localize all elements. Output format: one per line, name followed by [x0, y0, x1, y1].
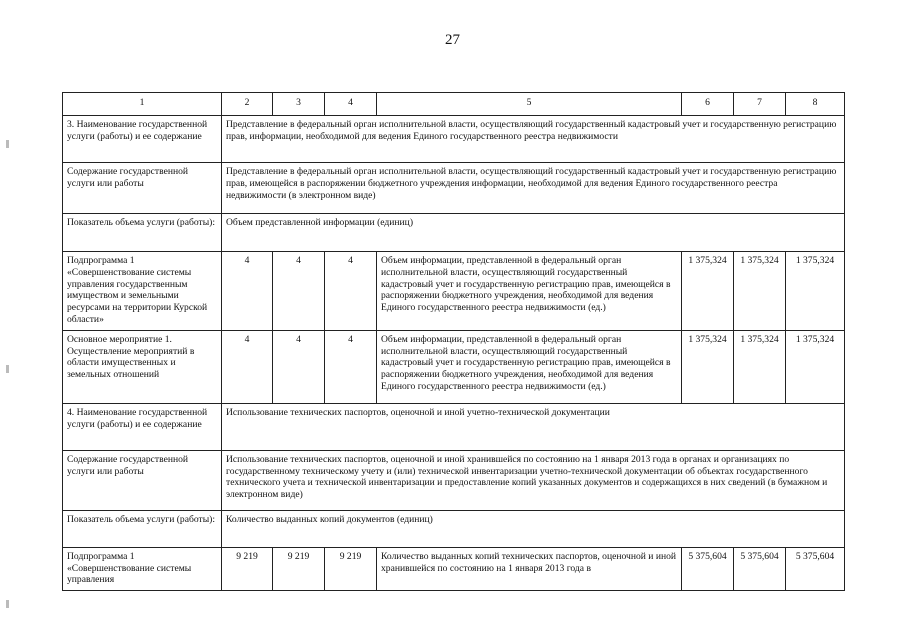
value-cell: 9 219	[273, 547, 325, 590]
value-cell: 5 375,604	[734, 547, 786, 590]
column-header: 6	[682, 93, 734, 116]
services-table	[62, 92, 845, 591]
table-row	[63, 547, 845, 590]
column-header: 3	[273, 93, 325, 116]
page-number: 27	[445, 32, 460, 48]
row-label: 4. Наименование государственной услуги (работы) и ее содержание	[63, 403, 222, 450]
row-label: Содержание государственной услуги или работы	[63, 163, 222, 214]
table-row	[63, 510, 845, 547]
row-description: Объем представленной информации (единиц)	[222, 214, 845, 252]
value-cell: 1 375,324	[786, 330, 845, 403]
scan-edge-mark	[6, 600, 9, 608]
scan-edge-mark	[6, 140, 9, 148]
value-cell: 9 219	[325, 547, 377, 590]
row-label: Показатель объема услуги (работы):	[63, 510, 222, 547]
value-cell: 9 219	[222, 547, 273, 590]
row-description: Использование технических паспортов, оценочной и иной хранившейся по состоянию на 1 января 2013 года в органах и организациях по государственному техническому учету и (или) технической инвентаризации учетно-технической документации об объектах государственного технического учета и технической инвентаризации и предоставление копий указанных документов и содержащихся в них сведений (в бумажном и электронном виде)	[222, 450, 845, 510]
indicator-description: Объем информации, представленной в федеральный орган исполнительной власти, осуществляющий государственный кадастровый учет и государственную регистрацию прав, имеющейся в распоряжении бюджетного учреждения, необходимой для ведения Единого государственного реестра недвижимости (ед.)	[377, 252, 682, 331]
value-cell: 4	[222, 330, 273, 403]
table-row	[63, 116, 845, 163]
value-cell: 5 375,604	[682, 547, 734, 590]
value-cell: 4	[325, 252, 377, 331]
row-description: Использование технических паспортов, оценочной и иной учетно-технической документации	[222, 403, 845, 450]
row-label: 3. Наименование государственной услуги (работы) и ее содержание	[63, 116, 222, 163]
table-row	[63, 403, 845, 450]
row-label: Показатель объема услуги (работы):	[63, 214, 222, 252]
scan-edge-mark	[6, 365, 9, 373]
table-row	[63, 252, 845, 331]
value-cell: 4	[325, 330, 377, 403]
column-header: 8	[786, 93, 845, 116]
value-cell: 5 375,604	[786, 547, 845, 590]
value-cell: 1 375,324	[682, 330, 734, 403]
row-label: Содержание государственной услуги или работы	[63, 450, 222, 510]
table-row	[63, 330, 845, 403]
row-description: Представление в федеральный орган исполнительной власти, осуществляющий государственный кадастровый учет и государственную регистрацию прав, информации, необходимой для ведения Единого государственного реестра недвижимости	[222, 116, 845, 163]
row-description: Количество выданных копий документов (единиц)	[222, 510, 845, 547]
column-header: 5	[377, 93, 682, 116]
row-label: Подпрограмма 1 «Совершенствование системы управления государственным имуществом и земельными ресурсами на территории Курской области»	[63, 252, 222, 331]
table-row	[63, 214, 845, 252]
table-row	[63, 450, 845, 510]
table-row	[63, 163, 845, 214]
column-header: 7	[734, 93, 786, 116]
value-cell: 4	[273, 252, 325, 331]
value-cell: 1 375,324	[734, 252, 786, 331]
value-cell: 1 375,324	[786, 252, 845, 331]
value-cell: 4	[273, 330, 325, 403]
column-header: 1	[63, 93, 222, 116]
row-label: Основное мероприятие 1. Осуществление мероприятий в области имущественных и земельных отношений	[63, 330, 222, 403]
column-header: 2	[222, 93, 273, 116]
table-header-row	[63, 93, 845, 116]
value-cell: 4	[222, 252, 273, 331]
row-description: Представление в федеральный орган исполнительной власти, осуществляющий государственный кадастровый учет и государственную регистрацию прав, имеющейся в распоряжении бюджетного учреждения информации, необходимой для ведения Единого государственного реестра недвижимости (в электронном виде)	[222, 163, 845, 214]
value-cell: 1 375,324	[734, 330, 786, 403]
row-label: Подпрограмма 1 «Совершенствование системы управления	[63, 547, 222, 590]
indicator-description: Количество выданных копий технических паспортов, оценочной и иной хранившейся по состоянию на 1 января 2013 года в	[377, 547, 682, 590]
column-header: 4	[325, 93, 377, 116]
indicator-description: Объем информации, представленной в федеральный орган исполнительной власти, осуществляющий государственный кадастровый учет и государственную регистрацию прав, имеющейся в распоряжении бюджетного учреждения, необходимой для ведения Единого государственного реестра недвижимости (ед.)	[377, 330, 682, 403]
value-cell: 1 375,324	[682, 252, 734, 331]
